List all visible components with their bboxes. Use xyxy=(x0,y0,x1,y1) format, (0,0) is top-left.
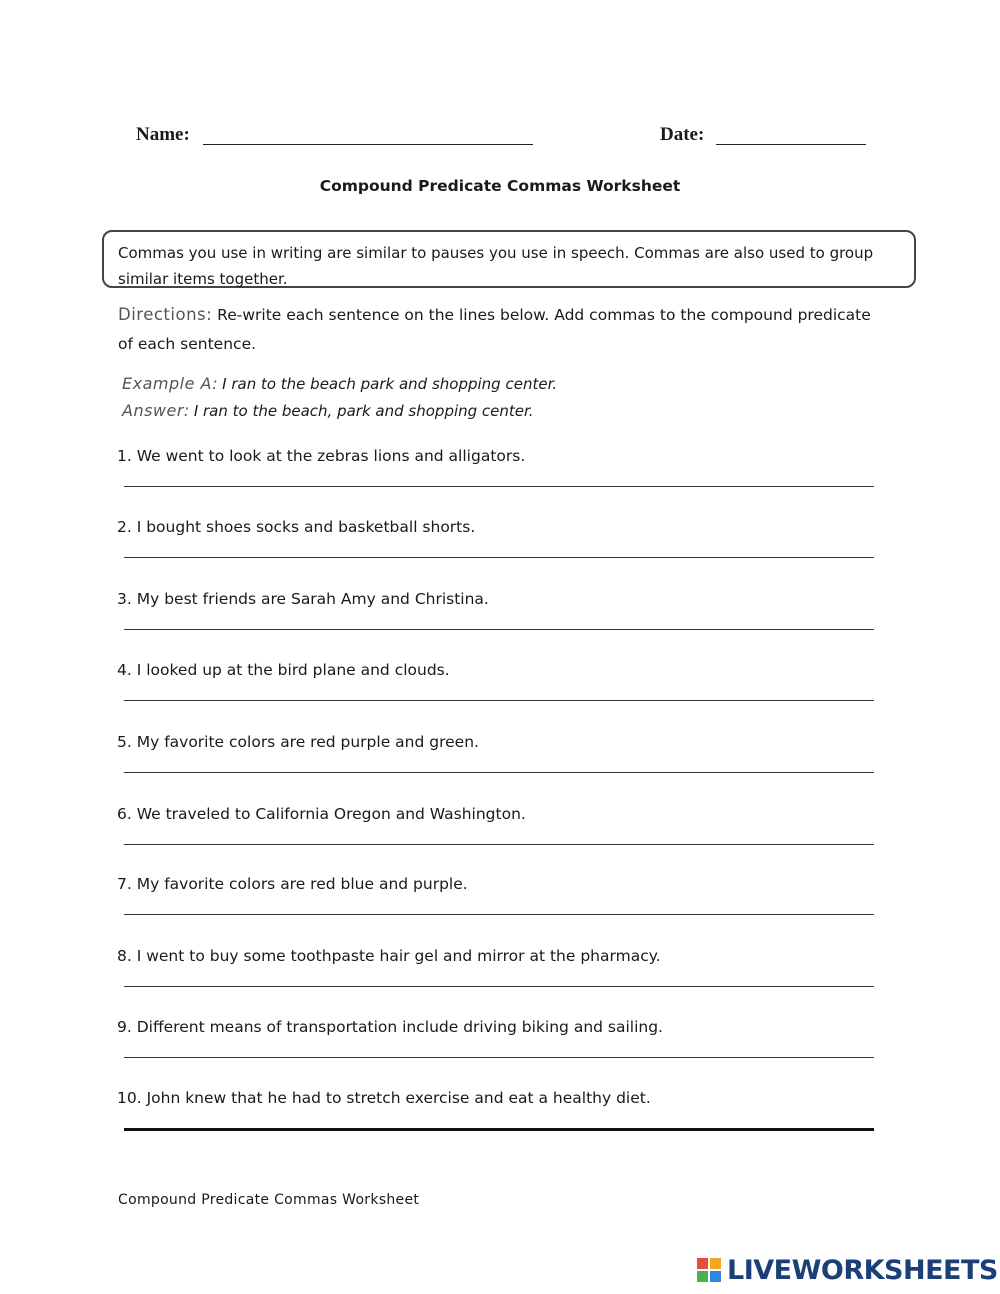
question-1: 1. We went to look at the zebras lions and alligators. xyxy=(117,447,526,465)
logo-square-blue xyxy=(710,1271,721,1282)
liveworksheets-logo[interactable] xyxy=(697,1252,998,1288)
directions-label: Directions: xyxy=(118,305,213,324)
example-a xyxy=(122,374,557,393)
question-4: 4. I looked up at the bird plane and clouds. xyxy=(117,661,450,679)
name-label: Name: xyxy=(136,124,190,145)
logo-mark-icon xyxy=(697,1258,721,1282)
answer-line-5[interactable] xyxy=(124,772,874,773)
example-text: I ran to the beach park and shopping center. xyxy=(222,375,558,393)
question-5: 5. My favorite colors are red purple and green. xyxy=(117,733,479,751)
answer-line-2[interactable] xyxy=(124,557,874,558)
question-9: 9. Different means of transportation include driving biking and sailing. xyxy=(117,1018,663,1036)
example-label: Example A: xyxy=(122,374,219,393)
logo-square-red xyxy=(697,1258,708,1269)
answer-line-1[interactable] xyxy=(124,486,874,487)
answer-example xyxy=(122,401,534,420)
logo-square-green xyxy=(697,1271,708,1282)
answer-line-6[interactable] xyxy=(124,844,874,845)
directions xyxy=(118,300,878,359)
answer-line-3[interactable] xyxy=(124,629,874,630)
answer-text: I ran to the beach, park and shopping center. xyxy=(193,402,534,420)
footer-text: Compound Predicate Commas Worksheet xyxy=(118,1192,420,1208)
worksheet-title: Compound Predicate Commas Worksheet xyxy=(319,177,681,195)
date-line[interactable] xyxy=(716,144,866,145)
directions-text: Re-write each sentence on the lines below. Add commas to the compound predicate of each sentence. xyxy=(118,306,871,353)
intro-box xyxy=(102,230,916,288)
question-10: 10. John knew that he had to stretch exercise and eat a healthy diet. xyxy=(117,1089,651,1107)
question-2: 2. I bought shoes socks and basketball shorts. xyxy=(117,518,476,536)
name-line[interactable] xyxy=(203,144,533,145)
question-8: 8. I went to buy some toothpaste hair gel and mirror at the pharmacy. xyxy=(117,947,661,965)
question-3: 3. My best friends are Sarah Amy and Christina. xyxy=(117,590,489,608)
question-7: 7. My favorite colors are red blue and purple. xyxy=(117,875,468,893)
answer-line-10[interactable] xyxy=(124,1128,874,1131)
answer-line-9[interactable] xyxy=(124,1057,874,1058)
logo-square-orange xyxy=(710,1258,721,1269)
answer-line-8[interactable] xyxy=(124,986,874,987)
question-6: 6. We traveled to California Oregon and Washington. xyxy=(117,805,526,823)
answer-label: Answer: xyxy=(122,401,190,420)
date-label: Date: xyxy=(660,124,705,145)
answer-line-7[interactable] xyxy=(124,914,874,915)
answer-line-4[interactable] xyxy=(124,700,874,701)
intro-text: Commas you use in writing are similar to pauses you use in speech. Commas are also used to group similar items together. xyxy=(118,244,874,288)
logo-text: LIVEWORKSHEETS xyxy=(727,1254,998,1286)
